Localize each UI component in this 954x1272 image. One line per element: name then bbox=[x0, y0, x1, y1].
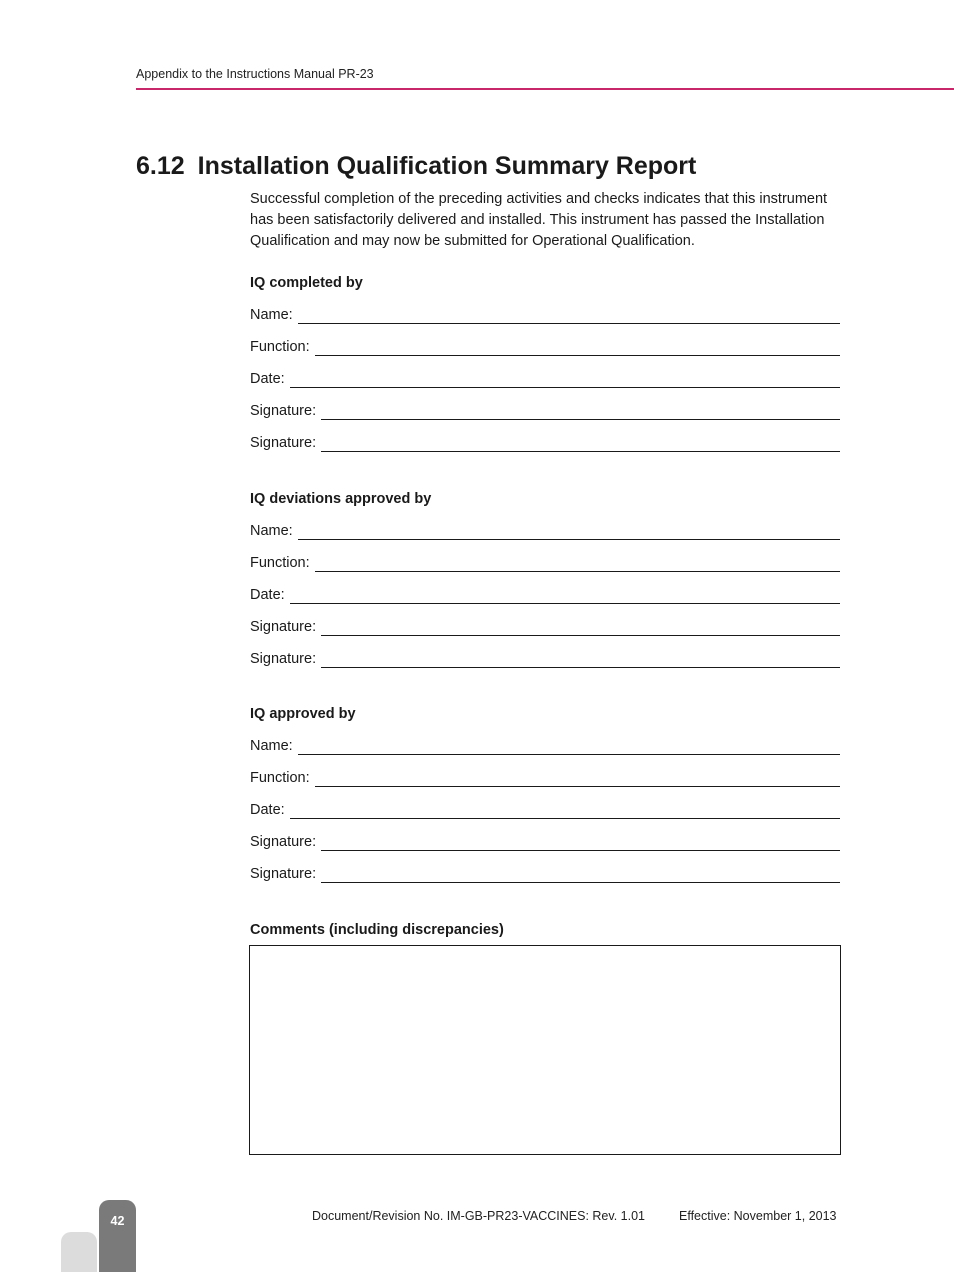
field-label: Name: bbox=[250, 738, 293, 754]
function-field[interactable] bbox=[250, 336, 840, 356]
field-label: Signature: bbox=[250, 834, 317, 850]
name-input-line[interactable] bbox=[298, 309, 840, 324]
field-label: Function: bbox=[250, 555, 310, 571]
section-number: 6.12 bbox=[136, 152, 185, 180]
field-label: Date: bbox=[250, 371, 285, 387]
running-header: Appendix to the Instructions Manual PR-23 bbox=[136, 67, 374, 81]
field-label: Signature: bbox=[250, 651, 317, 667]
page-number: 42 bbox=[110, 1214, 125, 1228]
function-field[interactable] bbox=[250, 767, 840, 787]
signature-field[interactable] bbox=[250, 400, 840, 420]
signature-input-line[interactable] bbox=[321, 621, 840, 636]
field-label: Signature: bbox=[250, 866, 317, 882]
field-label: Function: bbox=[250, 339, 310, 355]
intro-paragraph: Successful completion of the preceding activities and checks indicates that this instrument has been satisfactorily delivered and installed. This instrument has passed the Installation Qualification and may now be submitted for Operational Qualification. bbox=[250, 191, 828, 249]
field-label: Function: bbox=[250, 770, 310, 786]
function-field[interactable] bbox=[250, 552, 840, 572]
field-label: Date: bbox=[250, 802, 285, 818]
function-input-line[interactable] bbox=[315, 772, 840, 787]
name-field[interactable] bbox=[250, 304, 840, 324]
signature-input-line[interactable] bbox=[321, 653, 840, 668]
name-field[interactable] bbox=[250, 520, 840, 540]
date-field[interactable] bbox=[250, 584, 840, 604]
page-tab-decoration bbox=[61, 1232, 97, 1272]
section-title bbox=[136, 152, 696, 181]
signature-input-line[interactable] bbox=[321, 437, 840, 452]
group-heading-iq-approved: IQ approved by bbox=[250, 706, 356, 722]
signature-field[interactable] bbox=[250, 648, 840, 668]
field-label: Name: bbox=[250, 307, 293, 323]
name-field[interactable] bbox=[250, 735, 840, 755]
comments-box[interactable] bbox=[249, 945, 841, 1155]
field-label: Date: bbox=[250, 587, 285, 603]
function-input-line[interactable] bbox=[315, 341, 840, 356]
signature-field[interactable] bbox=[250, 432, 840, 452]
signature-field[interactable] bbox=[250, 616, 840, 636]
field-label: Signature: bbox=[250, 435, 317, 451]
field-label: Signature: bbox=[250, 619, 317, 635]
date-input-line[interactable] bbox=[290, 804, 840, 819]
footer-document-revision: Document/Revision No. IM-GB-PR23-VACCINES: Rev. 1.01 bbox=[312, 1209, 645, 1223]
date-input-line[interactable] bbox=[290, 589, 840, 604]
name-input-line[interactable] bbox=[298, 740, 840, 755]
page-number-tab bbox=[99, 1200, 136, 1272]
function-input-line[interactable] bbox=[315, 557, 840, 572]
section-title-text: Installation Qualification Summary Report bbox=[197, 152, 697, 180]
signature-field[interactable] bbox=[250, 863, 840, 883]
signature-input-line[interactable] bbox=[321, 405, 840, 420]
comments-heading: Comments (including discrepancies) bbox=[250, 922, 504, 938]
field-label: Signature: bbox=[250, 403, 317, 419]
group-heading-iq-deviations: IQ deviations approved by bbox=[250, 491, 432, 507]
signature-input-line[interactable] bbox=[321, 868, 840, 883]
date-input-line[interactable] bbox=[290, 373, 840, 388]
date-field[interactable] bbox=[250, 799, 840, 819]
footer-effective-date: Effective: November 1, 2013 bbox=[679, 1209, 837, 1223]
field-label: Name: bbox=[250, 523, 293, 539]
header-rule bbox=[136, 88, 954, 90]
signature-input-line[interactable] bbox=[321, 836, 840, 851]
signature-field[interactable] bbox=[250, 831, 840, 851]
date-field[interactable] bbox=[250, 368, 840, 388]
group-heading-iq-completed: IQ completed by bbox=[250, 275, 363, 291]
name-input-line[interactable] bbox=[298, 525, 840, 540]
